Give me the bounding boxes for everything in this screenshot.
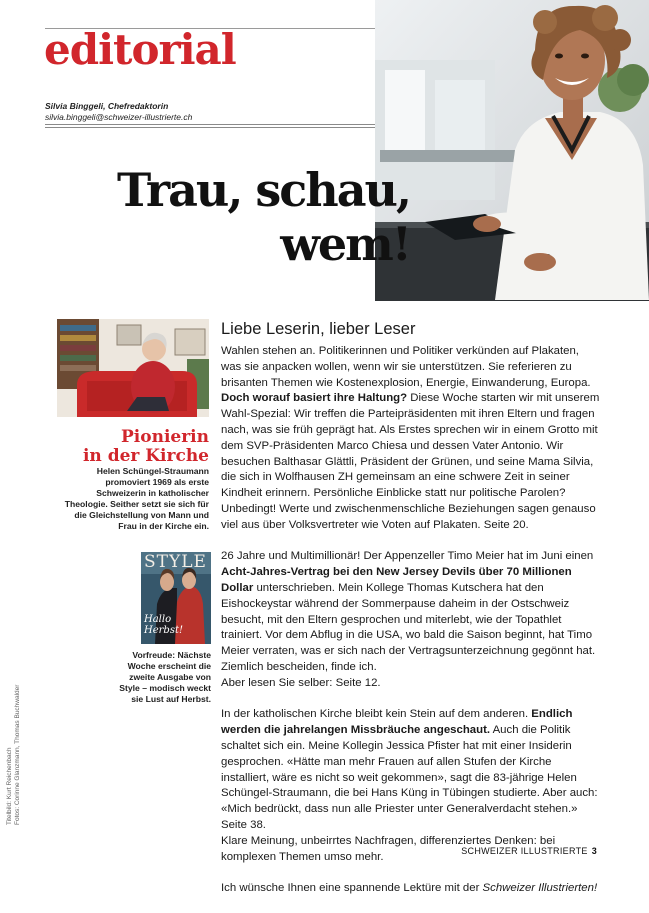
paragraph-church — [221, 707, 601, 865]
text: Ich wünsche Ihnen eine spannende Lektüre mit der — [221, 882, 483, 895]
footer-magazine: SCHWEIZER ILLUSTRIERTE — [461, 846, 588, 856]
headline-line-2: wem! — [280, 217, 410, 271]
text: Diese Woche starten wir mit unserem Wahl-Spezial: Wir treffen die Parteipräsidenten mit ihren Eltern und fragen nach, was sie früh geprägt hat. Als Erstes sprechen wir in einem Grotto mit dem SVP-Präsidenten Marco Chiesa und dessen Vater Antonio. Wir besuchen Balthasar Glättli, Präsident der Grünen, und seine Mama Silvia, die sich in Wolfhausen ZH gemeinsam an eine schwere Zeit in seiner Kindheit erinnern. Persönliche Einblicke statt nur politische Parolen? Unbedingt! Werte und zwischenmenschliche Beziehungen sagen genauso viel aus über Volksvertreter wie Voten auf Plakaten. Seite 20. — [221, 392, 600, 531]
editor-portrait-photo — [375, 0, 649, 301]
paragraph-timo-meier — [221, 549, 601, 691]
photo-credits — [6, 665, 22, 825]
style-cover-image — [141, 552, 211, 644]
header-divider — [45, 124, 375, 128]
section-title: editorial — [44, 25, 236, 74]
feature-title-line-1: Pionierin — [121, 427, 209, 447]
author-email[interactable]: silvia.binggeli@schweizer-illustrierte.ch — [45, 112, 193, 122]
highlight: Acht-Jahres-Vertrag bei den New Jersey Devils über 70 Millionen Dollar — [221, 566, 572, 594]
credit-photos: Fotos: Corinne Glanzmann, Thomas Buchwalder — [14, 684, 21, 825]
text: Klare Meinung, unbeirrtes Nachfragen, differenziertes Denken: bei komplexen Themen umso mehr. — [221, 834, 556, 863]
cover-teaser: Vorfreude: Nächste Woche erscheint die zweite Ausgabe von Style – modisch weckt sie Lust auf Herbst. — [119, 650, 211, 704]
author-name: Silvia Binggeli, Chefredaktorin — [45, 101, 169, 111]
article-body — [221, 319, 601, 913]
text: Wahlen stehen an. Politikerinnen und Politiker verkünden auf Plakaten, was sie anpacken wollen, wenn wir sie unterstützen. Sie referieren zu brisanten Themen wie Kostenexplosion, Energie, Einwanderung, Europa. — [221, 345, 591, 389]
feature-photo — [57, 319, 209, 417]
highlight: Endlich werden die jahrelangen Missbräuche angeschaut. — [221, 708, 573, 737]
article-greeting: Liebe Leserin, lieber Leser — [221, 320, 416, 338]
author-info — [45, 101, 192, 123]
paragraph-election — [221, 344, 601, 534]
feature-title — [57, 428, 209, 466]
text: In der katholischen Kirche bleibt kein Stein auf dem anderen. — [221, 708, 532, 721]
feature-title-line-2: in der Kirche — [82, 446, 209, 466]
page-number: 3 — [591, 846, 597, 856]
text: 26 Jahre und Multimillionär! Der Appenzeller Timo Meier hat im Juni einen — [221, 550, 594, 563]
headline-line-1: Trau, schau, — [116, 163, 410, 217]
text: Aber lesen Sie selber: Seite 12. — [221, 676, 381, 689]
text: Auch die Politik schaltet sich ein. Meine Kollegin Jessica Pfister hat mit einer Insiderin gesprochen. «Hätte man mehr Frauen auf allen Stufen der Kirche installiert, wäre es nicht so weit gekommen», sagt die 83-jährige Helen Schüngel-Straumann, die bei Hans Küng in Tübingen studierte. Aber auch: «Mich bedrückt, dass nun alle Priester unter Generalverdacht stehen.» Seite 38. — [221, 724, 598, 831]
highlight: Doch worauf basiert ihre Haltung? — [221, 392, 408, 405]
cover-logo: STYLE — [144, 552, 207, 572]
cover-tagline: Hallo Herbst! — [144, 614, 183, 636]
magazine-name: Schweizer Illustrierten! — [482, 882, 598, 895]
credit-cover: Titelbild: Kurt Reichenbach — [6, 747, 13, 825]
headline — [110, 163, 410, 271]
feature-teaser: Helen Schüngel-Straumann promoviert 1969 als erste Schweizerin in katholischer Theologie. Seither setzt sie sich für die Gleichstellung von Mann und Frau in der Kirche ein. — [64, 466, 209, 531]
closing-line — [221, 881, 601, 897]
text: unterschrieben. Mein Kollege Thomas Kutschera hat den Eishockeystar während der Sommerpause daheim in der Ostschweiz besucht, mit den Eltern gesprochen und miterlebt, wie der Topathlet trainiert. Vor dem Abflug in die USA, wo bald die Saison beginnt, hat Timo Meier verraten, was er sich nach der Vertragsunterzeichnung gegönnt hat. Ziemlich bescheiden, finde ich. — [221, 581, 596, 673]
page-footer — [461, 846, 597, 857]
